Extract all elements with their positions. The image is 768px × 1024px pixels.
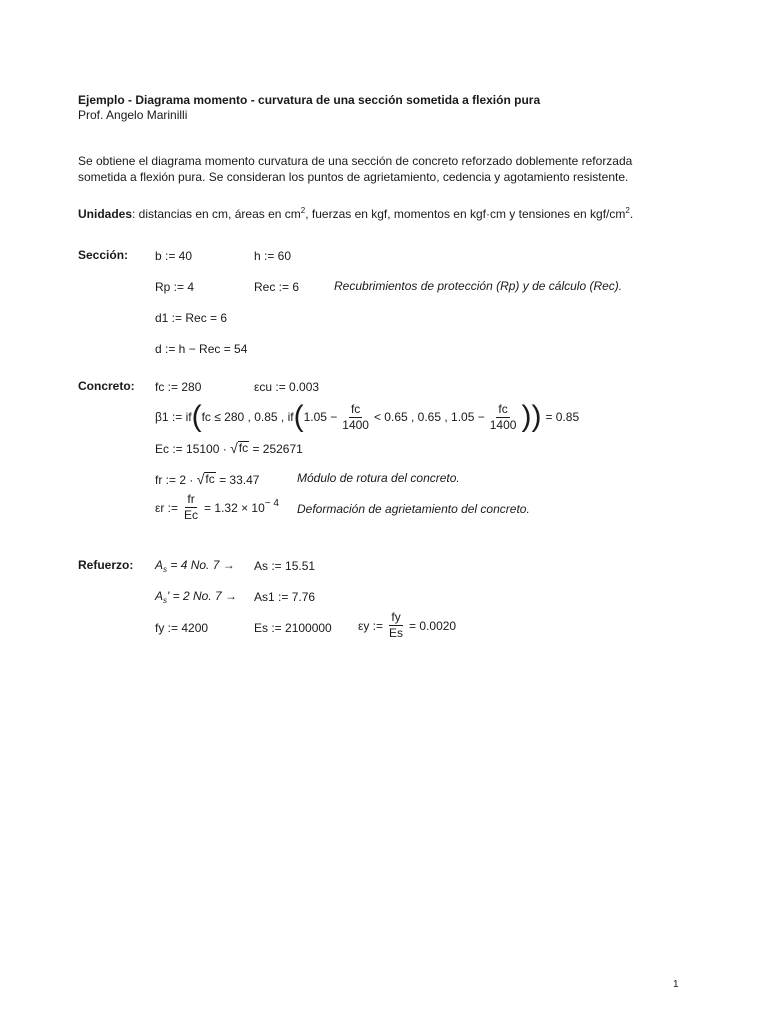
document-author: Prof. Angelo Marinilli <box>78 108 188 122</box>
d-definition: d := h − Rec = 54 <box>155 342 248 356</box>
fc-definition: fc := 280 <box>155 380 202 394</box>
intro-paragraph: Se obtiene el diagrama momento curvatura de una sección de concreto reforzado doblemente reforzada sometida a flexión pura. Se consideran los puntos de agrietamiento, cedencia y agotamiento resistente. <box>78 154 633 184</box>
fr-lhs: fr := 2 · <box>155 473 194 487</box>
ec-result: = 252671 <box>252 442 303 456</box>
rp-definition: Rp := 4 <box>155 280 195 294</box>
beta1-fraction-2: $\frac{fc}{1400}$ <box>489 401 517 432</box>
concreto-label: Concreto: <box>78 379 135 393</box>
er-note: Deformación de agrietamiento del concreto. <box>297 502 530 516</box>
as1-bars: $A_s' = 2$ No. 7 → <box>155 589 238 605</box>
sqrt-symbol: √ fc <box>196 471 215 487</box>
as-definition: As := 15.51 <box>254 559 316 573</box>
units-sup-1: 2 <box>300 206 306 215</box>
h-definition: h := 60 <box>254 249 292 263</box>
as1-definition: As1 := 7.76 <box>254 590 316 604</box>
paren-close-inner: ) <box>521 400 532 433</box>
beta1-fraction-1: $\frac{fc}{1400}$ <box>342 401 369 432</box>
fr-note: Módulo de rotura del concreto. <box>297 471 460 485</box>
units-sup-2: 2 <box>625 206 630 215</box>
ey-result: = 0.0020 <box>409 618 457 633</box>
document-title: Ejemplo - Diagrama momento - curvatura de una sección sometida a flexión pura <box>78 93 541 107</box>
beta1-b: < 0.65 , 0.65 , 1.05 − <box>373 410 485 424</box>
er-lhs: εr := <box>155 500 179 515</box>
sqrt-symbol: √ fc <box>230 440 249 456</box>
fr-result: = 33.47 <box>219 473 260 487</box>
er-fraction: $\frac{fr}{Ec}$ <box>184 492 199 522</box>
ey-lhs: εy := <box>358 618 384 633</box>
refuerzo-label: Refuerzo: <box>78 558 134 572</box>
units-line <box>78 207 633 221</box>
ey-equation <box>358 611 456 640</box>
fr-equation <box>155 472 259 487</box>
units-text-b: , fuerzas en kgf, momentos en kgf·cm y tensiones en kgf/cm <box>305 207 626 221</box>
beta1-equation <box>155 399 579 435</box>
ecu-definition: εcu := 0.003 <box>254 380 320 394</box>
paren-open-inner: ( <box>293 400 304 433</box>
as-bars: $A_s = 4$ No. 7 → <box>155 558 235 574</box>
beta1-lhs: β1 := if <box>155 410 192 424</box>
d1-definition: d1 := Rec = 6 <box>155 311 228 325</box>
er-result: = $1.32 \times 10^{- 4}$ <box>204 497 279 515</box>
b-definition: b := 40 <box>155 249 193 263</box>
page-number: 1 <box>673 979 679 990</box>
beta1-cond: fc ≤ 280 , 0.85 , if <box>201 410 294 424</box>
fy-definition: fy := 4200 <box>155 621 209 635</box>
rec-definition: Rec := 6 <box>254 280 300 294</box>
ey-fraction: $\frac{fy}{Es}$ <box>389 610 404 640</box>
es-definition: Es := 2100000 <box>254 621 332 635</box>
paren-close-outer: ) <box>531 400 542 433</box>
units-text-a: : distancias en cm, áreas en cm <box>132 207 301 221</box>
beta1-a: 1.05 − <box>303 410 338 424</box>
er-equation <box>155 493 279 522</box>
ec-lhs: Ec := 15100 · <box>155 442 227 456</box>
paren-open-outer: ( <box>191 400 202 433</box>
seccion-label: Sección: <box>78 248 129 262</box>
rec-note: Recubrimientos de protección (Rp) y de cálculo (Rec). <box>334 279 623 293</box>
ec-equation <box>155 441 303 456</box>
units-text-c: . <box>629 207 634 221</box>
units-label: Unidades <box>78 207 133 221</box>
beta1-result: = 0.85 <box>545 410 580 424</box>
